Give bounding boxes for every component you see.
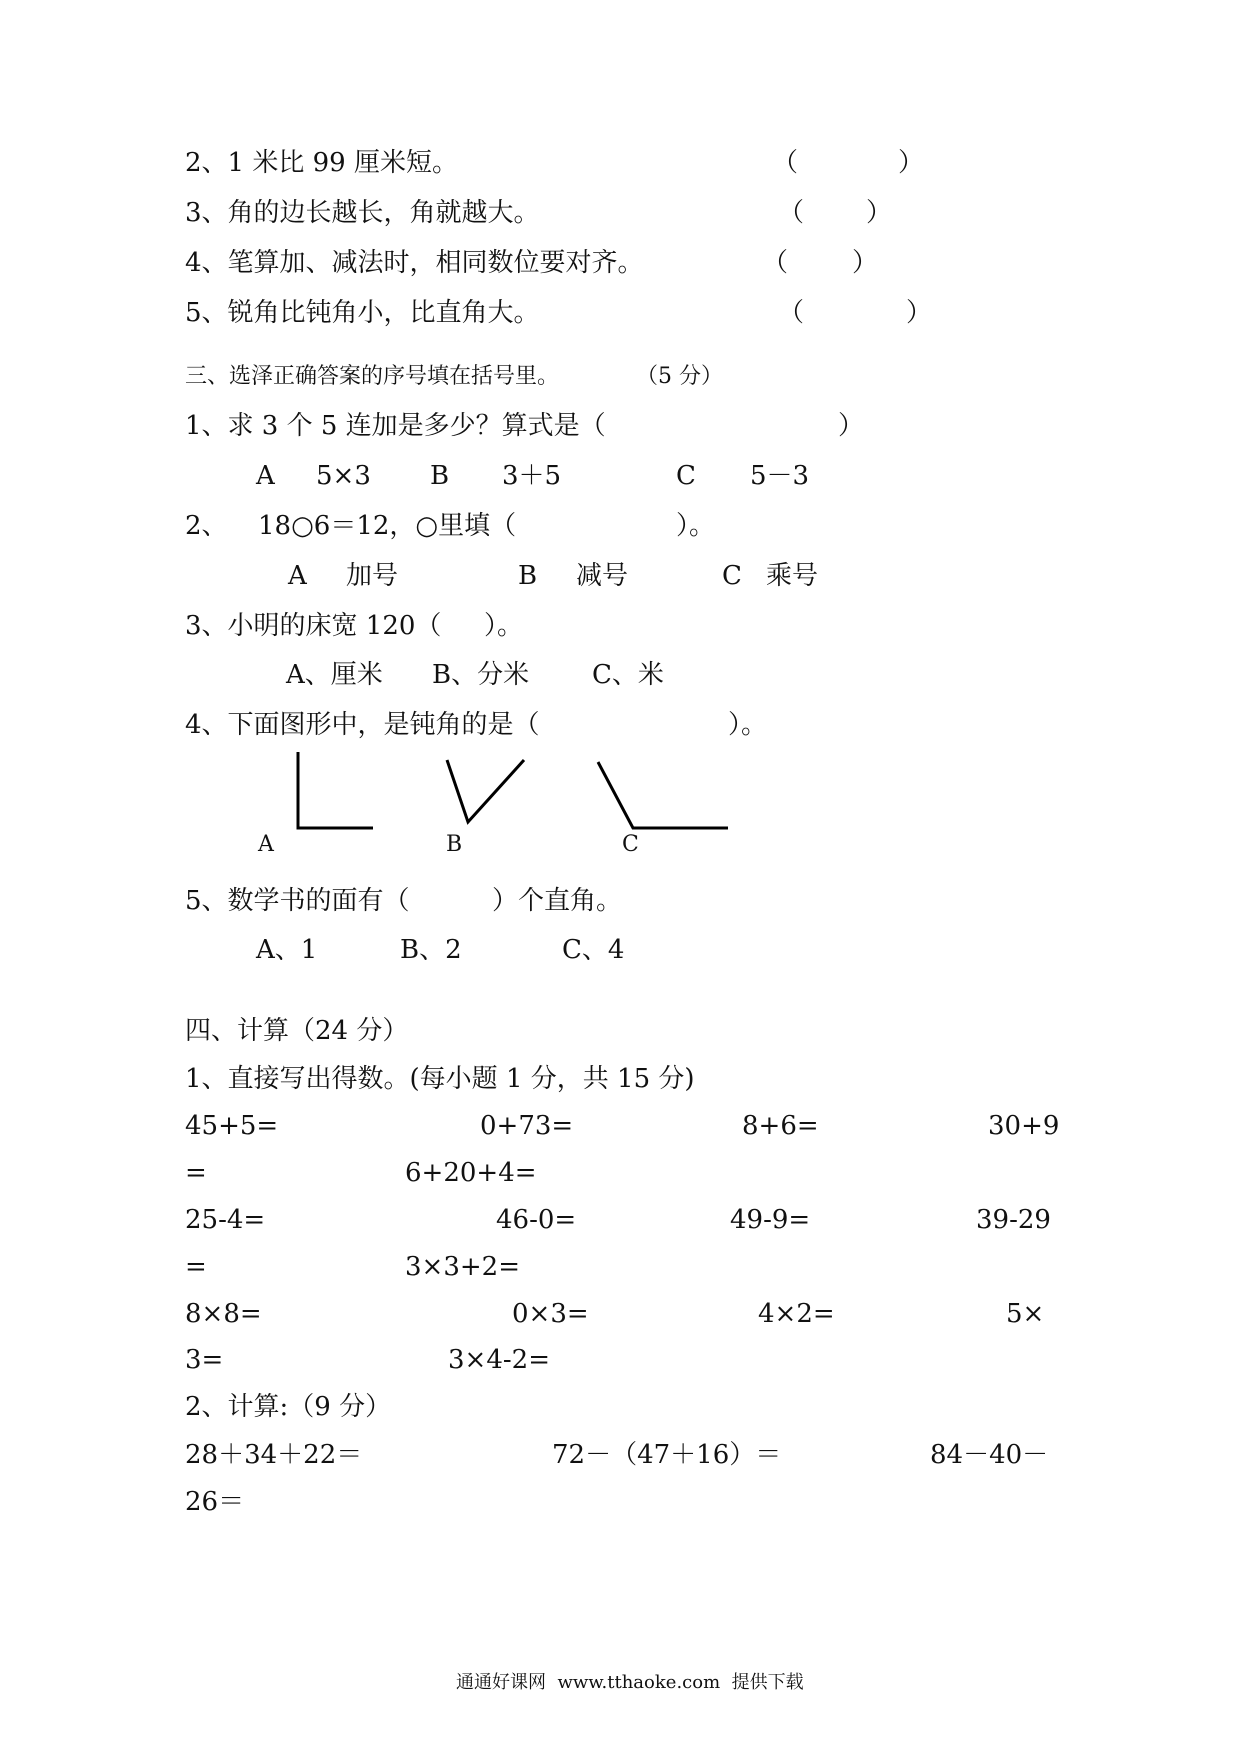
calc-item: 28＋34＋22＝ bbox=[185, 1440, 363, 1470]
calc-item: 45+5= bbox=[185, 1111, 279, 1141]
q1-option-a-value: 5×3 bbox=[316, 461, 371, 491]
calc-item: 8×8= bbox=[185, 1299, 262, 1329]
calc-item: 4×2= bbox=[758, 1299, 835, 1329]
calc-item: 3×3+2= bbox=[405, 1252, 520, 1282]
tf-question-2: 2、1 米比 99 厘米短。 bbox=[185, 148, 458, 178]
q2-option-b-letter: B bbox=[518, 561, 538, 591]
calc-item: 0+73= bbox=[480, 1111, 574, 1141]
q1-option-c-value: 5－3 bbox=[750, 461, 810, 491]
calc-item: 46-0= bbox=[496, 1205, 577, 1235]
choice-question-4: 4、下面图形中，是钝角的是（ bbox=[185, 710, 540, 740]
tf-paren-close-2: ） bbox=[898, 148, 925, 178]
choice-question-3-close: ）。 bbox=[484, 611, 524, 641]
choice-question-4-close: ）。 bbox=[728, 710, 768, 740]
tf-paren-open-4: （ bbox=[762, 248, 789, 278]
section-3-points: （5 分） bbox=[636, 364, 723, 389]
obtuse-angle-figure-c bbox=[598, 762, 728, 828]
choice-question-1-close: ） bbox=[838, 411, 865, 441]
q2-option-c-value: 乘号 bbox=[766, 561, 819, 591]
q2-option-b-value: 减号 bbox=[576, 561, 629, 591]
footer-credit: 通通好课网 www.tthaoke.com 提供下载 bbox=[456, 1672, 804, 1693]
calc-item: 3×4-2= bbox=[448, 1345, 550, 1375]
q5-option-c: C、4 bbox=[562, 935, 625, 965]
q2-option-a-letter: A bbox=[288, 561, 307, 591]
section-4-title: 四、计算（24 分） bbox=[185, 1016, 409, 1046]
calc-item: = bbox=[185, 1252, 207, 1282]
calc-item: 8+6= bbox=[742, 1111, 819, 1141]
figure-label-c: C bbox=[622, 832, 639, 857]
calc-item: 5× bbox=[1006, 1299, 1045, 1329]
tf-question-4: 4、笔算加、减法时，相同数位要对齐。 bbox=[185, 248, 644, 278]
q1-option-a-letter: A bbox=[256, 461, 275, 491]
choice-question-5-close: ）个直角。 bbox=[492, 886, 623, 916]
q2-option-a-value: 加号 bbox=[346, 561, 399, 591]
right-angle-figure-a bbox=[298, 752, 373, 828]
tf-paren-close-4: ） bbox=[852, 248, 879, 278]
acute-angle-figure-b bbox=[447, 760, 524, 822]
choice-question-5: 5、数学书的面有（ bbox=[185, 886, 410, 916]
q1-option-c-letter: C bbox=[676, 461, 696, 491]
calc-item: = bbox=[185, 1158, 207, 1188]
tf-paren-close-5: ） bbox=[906, 298, 933, 328]
section-3-title: 三、选泽正确答案的序号填在括号里。 bbox=[185, 364, 560, 389]
tf-question-3: 3、角的边长越长，角就越大。 bbox=[185, 198, 540, 228]
tf-paren-open-2: （ bbox=[772, 148, 799, 178]
choice-question-2: 18○6＝12，○里填（ bbox=[258, 511, 517, 541]
calc-item: 3= bbox=[185, 1345, 224, 1375]
q1-option-b-value: 3＋5 bbox=[502, 461, 562, 491]
calc-item: 49-9= bbox=[730, 1205, 811, 1235]
choice-question-2-close: ）。 bbox=[676, 511, 716, 541]
calc-part-1-heading: 1、直接写出得数。(每小题 1 分，共 15 分) bbox=[185, 1064, 695, 1094]
calc-item: 25-4= bbox=[185, 1205, 266, 1235]
q3-option-b: B、分米 bbox=[432, 660, 530, 690]
calc-part-2-heading: 2、计算:（9 分） bbox=[185, 1392, 392, 1422]
calc-item: 39-29 bbox=[976, 1205, 1051, 1235]
q1-option-b-letter: B bbox=[430, 461, 450, 491]
figure-label-b: B bbox=[446, 832, 463, 857]
calc-item: 30+9 bbox=[988, 1111, 1060, 1141]
calc-item: 0×3= bbox=[512, 1299, 589, 1329]
q5-option-a: A、1 bbox=[256, 935, 318, 965]
choice-question-2-number: 2、 bbox=[185, 511, 228, 541]
figure-label-a: A bbox=[258, 832, 274, 857]
calc-item: 26＝ bbox=[185, 1487, 245, 1517]
choice-question-3: 3、小明的床宽 120（ bbox=[185, 611, 442, 641]
q3-option-c: C、米 bbox=[592, 660, 664, 690]
q3-option-a: A、厘米 bbox=[286, 660, 383, 690]
calc-item: 6+20+4= bbox=[405, 1158, 537, 1188]
tf-paren-open-3: （ bbox=[778, 198, 805, 228]
tf-paren-open-5: （ bbox=[778, 298, 805, 328]
choice-question-1: 1、求 3 个 5 连加是多少？算式是（ bbox=[185, 411, 606, 441]
calc-item: 72－（47＋16）＝ bbox=[552, 1440, 782, 1470]
q2-option-c-letter: C bbox=[722, 561, 742, 591]
q5-option-b: B、2 bbox=[400, 935, 462, 965]
calc-item: 84－40－ bbox=[930, 1440, 1049, 1470]
tf-question-5: 5、锐角比钝角小，比直角大。 bbox=[185, 298, 540, 328]
tf-paren-close-3: ） bbox=[866, 198, 893, 228]
